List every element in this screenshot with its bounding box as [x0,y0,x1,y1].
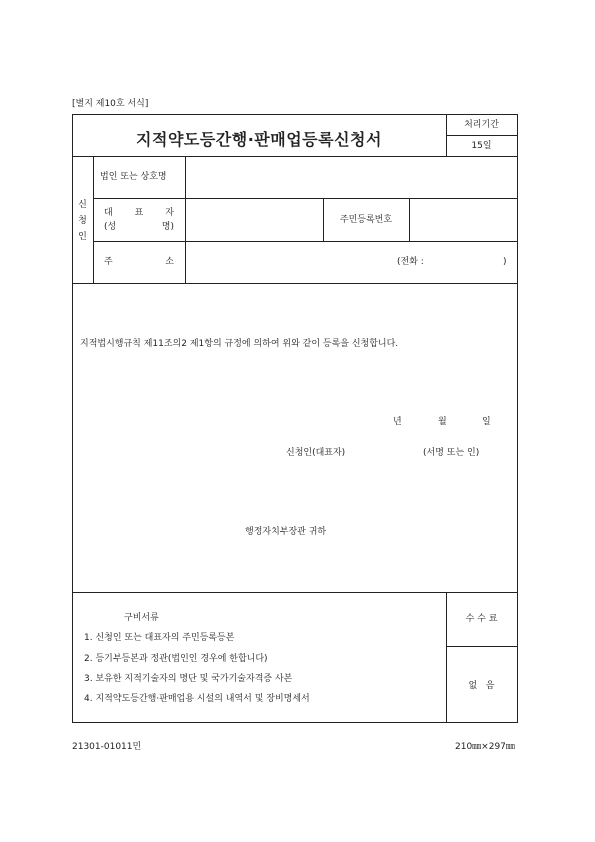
label-char: 자 [165,208,174,218]
phone-field[interactable] [435,242,501,283]
address-field[interactable] [186,242,396,283]
label-char: 대 [104,208,113,218]
document-item: 2. 등기부등본과 정관(법인인 경우에 한합니다) [84,654,268,664]
side-char: 청 [78,216,87,226]
corp-name-label: 법인 또는 상호명 [100,172,167,182]
representative-name-label [104,223,174,232]
paper-size: 210㎜×297㎜ [455,742,515,752]
page-title: 지적약도등간행·판매업등록신청서 [136,130,382,149]
date-month-label: 월 [438,417,447,427]
representative-name-field[interactable] [186,199,323,241]
date-day-label: 일 [482,417,491,427]
label-char: 소 [165,257,174,267]
side-char: 인 [78,232,87,242]
processing-period-label: 처리기간 [464,120,499,130]
divider [72,592,518,593]
table-border-bottom [72,722,518,723]
divider [446,592,447,722]
address-label [104,258,174,267]
form-reference: [별지 제10호 서식] [72,99,149,109]
label-char: 주 [104,257,113,267]
signature-note: (서명 또는 인) [423,448,480,458]
table-border-top [72,114,518,115]
phone-close: ) [503,257,507,267]
fee-label: 수 수 료 [465,614,498,624]
date-year-label: 년 [393,417,402,427]
divider [72,283,518,284]
form-code: 21301-01011민 [72,742,142,752]
documents-heading: 구비서류 [124,613,159,623]
signer-label: 신청인(대표자) [286,448,346,458]
table-border-right [517,114,518,722]
application-statement: 지적법시행규칙 제11조의2 제1항의 규정에 의하여 위와 같이 등록을 신청합니다. [80,339,399,349]
corp-name-field[interactable] [186,157,517,198]
fee-value: 없 음 [468,681,495,691]
divider [446,135,517,136]
label-char: (성 [104,222,117,232]
label-char: 표 [134,208,144,218]
representative-label [104,209,174,218]
rrn-field[interactable] [410,199,517,241]
document-item: 4. 지적약도등간행·판매업용 시설의 내역서 및 장비명세서 [84,694,310,704]
document-item: 3. 보유한 지적기술자의 명단 및 국가기술자격증 사본 [84,674,293,684]
phone-label: (전화 : [397,257,424,267]
applicant-side-label [72,197,93,245]
divider [93,156,94,283]
recipient: 행정자치부장관 귀하 [245,527,327,537]
document-item: 1. 신청인 또는 대표자의 주민등록등본 [84,633,235,643]
side-char: 신 [78,200,87,210]
processing-period-value: 15일 [471,141,492,151]
rrn-label: 주민등록번호 [339,215,393,225]
divider [446,646,517,647]
label-char: 명) [161,222,174,232]
